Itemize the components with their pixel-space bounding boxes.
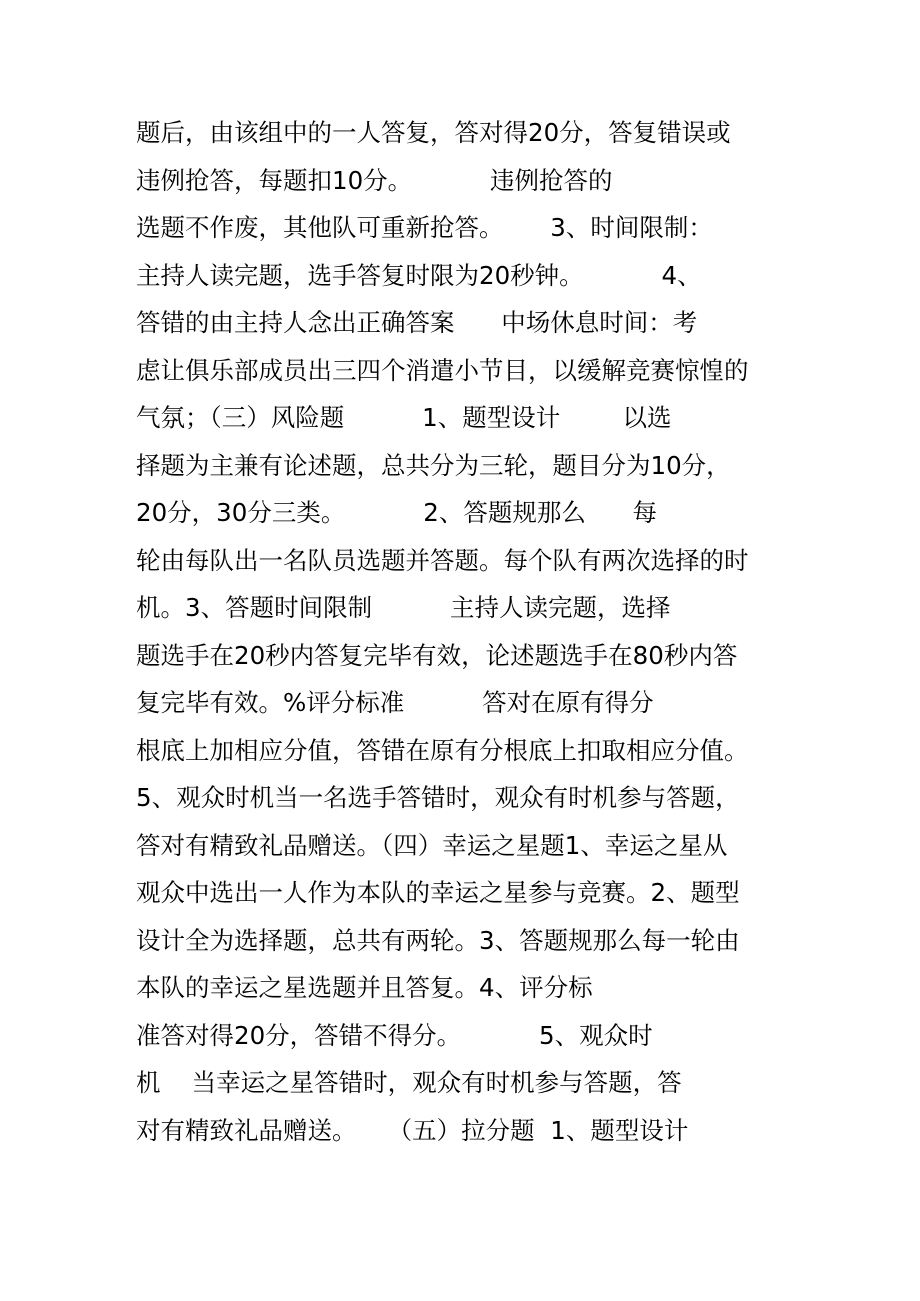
text-line: 题后，由该组中的一人答复，答对得20分，答复错误或 bbox=[136, 118, 731, 147]
text-line: 违例抢答，每题扣10分。 违例抢答的 bbox=[136, 166, 613, 195]
text-line: 根底上加相应分值，答错在原有分根底上扣取相应分值。 bbox=[136, 736, 749, 765]
text-line: 选题不作废，其他队可重新抢答。 3、时间限制： bbox=[136, 213, 713, 242]
text-line: 观众中选出一人作为本队的幸运之星参与竞赛。2、题型 bbox=[136, 878, 740, 907]
text-line: 准答对得20分，答错不得分。 5、观众时 bbox=[136, 1021, 653, 1050]
text-line: 本队的幸运之星选题并且答复。4、评分标 bbox=[136, 973, 593, 1002]
text-line: 答错的由主持人念出正确答案 中场休息时间：考 bbox=[136, 308, 698, 337]
text-line: 择题为主兼有论述题，总共分为三轮，题目分为10分， bbox=[136, 451, 731, 480]
text-line: 机 当幸运之星答错时，观众有时机参与答题，答 bbox=[136, 1068, 682, 1097]
text-line: 对有精致礼品赠送。 （五）拉分题 1、题型设计 bbox=[136, 1116, 689, 1145]
text-line: 设计全为选择题，总共有两轮。3、答题规那么每一轮由 bbox=[136, 926, 740, 955]
text-line: 虑让俱乐部成员出三四个消遣小节目，以缓解竞赛惊惶的 bbox=[136, 356, 749, 385]
text-line: 20分，30分三类。 2、答题规那么 每 bbox=[136, 498, 658, 527]
text-line: 复完毕有效。%评分标准 答对在原有得分 bbox=[136, 688, 654, 717]
text-line: 答对有精致礼品赠送。（四）幸运之星题1、幸运之星从 bbox=[136, 831, 728, 860]
text-line: 5、观众时机当一名选手答错时，观众有时机参与答题， bbox=[136, 783, 740, 812]
text-line: 轮由每队出一名队员选题并答题。每个队有两次选择的时 bbox=[136, 546, 749, 575]
text-line: 主持人读完题，选手答复时限为20秒钟。 4、 bbox=[136, 261, 702, 290]
text-line: 气氛；（三）风险题 1、题型设计 以选 bbox=[136, 403, 672, 432]
text-line: 机。3、答题时间限制 主持人读完题，选择 bbox=[136, 593, 671, 622]
text-line: 题选手在20秒内答复完毕有效，论述题选手在80秒内答 bbox=[136, 641, 738, 670]
